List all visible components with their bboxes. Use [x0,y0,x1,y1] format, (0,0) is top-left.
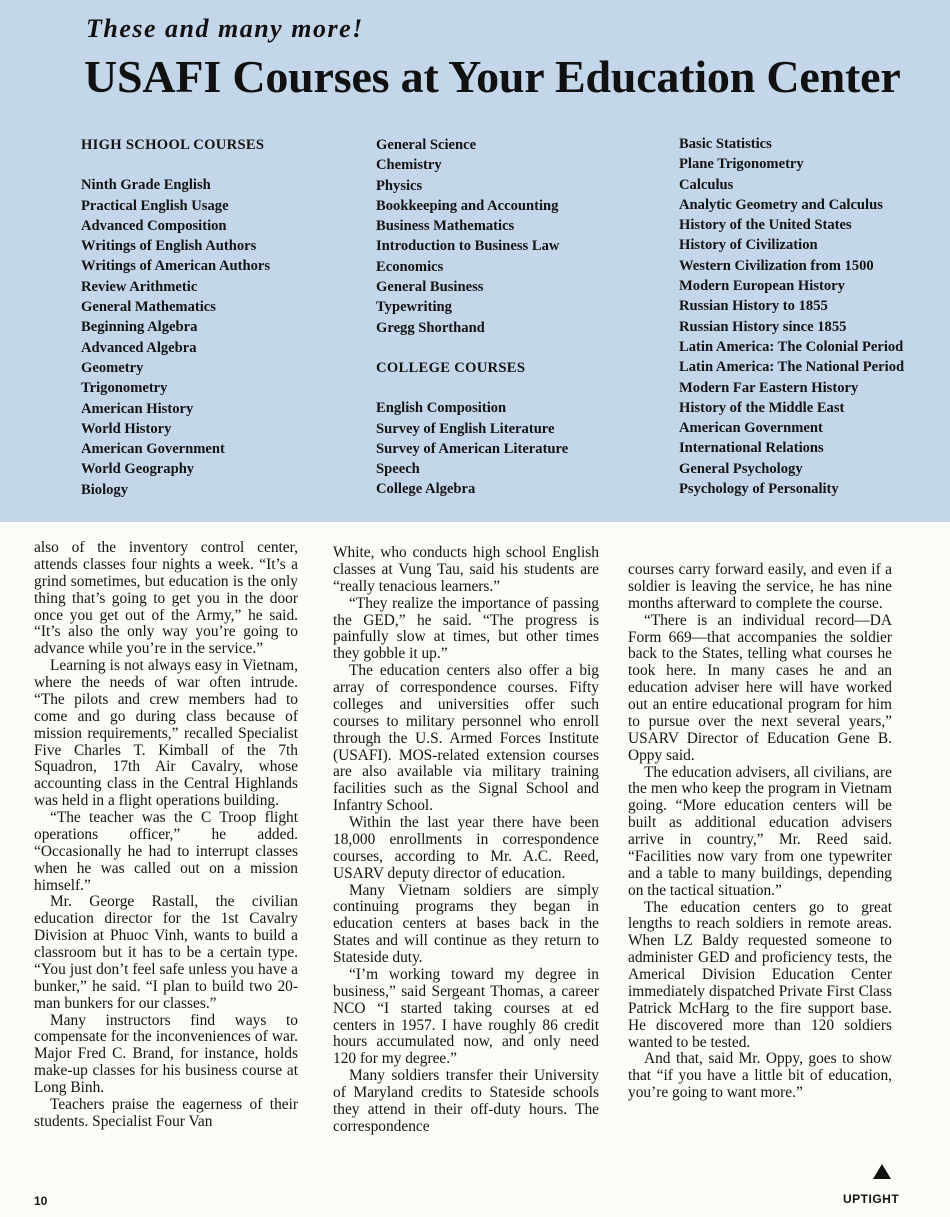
article-paragraph: And that, said Mr. Oppy, goes to show that “if you have a little bit of education, you’re going to want more.” [628,1050,892,1102]
course-item: English Composition [376,400,507,417]
high-school-list-a [81,175,270,500]
course-item: World Geography [81,461,195,478]
course-item: Calculus [679,176,734,193]
course-item: Russian History since 1855 [679,318,847,335]
article-column-2 [333,545,599,1136]
course-column-3 [679,134,904,499]
article-paragraph: White, who conducts high school English classes at Vung Tau, said his students are “really tenacious learners.” [333,544,599,595]
course-item: World History [81,420,172,437]
end-of-article-triangle-icon [873,1164,891,1179]
course-item: Physics [376,177,423,194]
article-paragraph: also of the inventory control center, attends classes four nights a week. “It’s a grind sometimes, but education is the only thing that’s going to get you in the door once you get out of the Army,” he said. “It’s also the only way you’re going to advance while you’re in the service.” [34,539,298,658]
course-item: Latin America: The National Period [679,359,905,376]
article-paragraph: Many Vietnam soldiers are simply continuing programs they began in education centers at bases back in the States and will continue as they return to Stateside duty. [333,881,599,966]
course-item: Trigonometry [81,380,168,397]
course-item: Writings of American Authors [81,258,271,275]
course-item: Analytic Geometry and Calculus [679,196,883,213]
publication-name: UPTIGHT [843,1192,900,1206]
article-paragraph: Many instructors find ways to compensate for the inconveniences of war. Major Fred C. Brand, for instance, holds make-up classes for his business course at Long Binh. [34,1011,298,1096]
course-item: History of the Middle East [679,399,845,416]
article-paragraph: courses carry forward easily, and even if a soldier is leaving the service, he has nine months afterward to complete the course. [628,561,892,612]
article-paragraph: Within the last year there have been 18,000 enrollments in correspondence courses, according to Mr. A.C. Reed, USARV deputy director of education. [333,814,599,882]
article-column-1 [34,540,298,1131]
course-item: History of Civilization [679,237,818,254]
article-paragraph: The education centers go to great lengths to reach soldiers in remote areas. When LZ Baldy requested someone to administer GED and proficiency tests, the Americal Division Education Center immediately dispatched Private First Class Patrick McHarg to the fire support base. He discovered more than 120 soldiers wanted to be tested. [628,898,892,1051]
course-item: Economics [376,258,444,275]
course-item: Speech [376,461,420,478]
high-school-list-b [376,135,568,338]
course-list-panel [0,0,950,522]
course-item: Bookkeeping and Accounting [376,197,559,214]
banner-kicker: These and many more! [86,14,364,43]
college-heading: COLLEGE COURSES [376,359,526,376]
page-number: 10 [34,1194,48,1208]
article-paragraph: The education advisers, all civilians, are the men who keep the program in Vietnam going. “More education centers will be built as additional education advisers arrive in country,” Mr. Reed said. “Facilities now vary from one typewriter and a table to many buildings, depending on the tactical situation.” [628,763,892,899]
course-item: History of the United States [679,217,852,234]
banner-title: USAFI Courses at Your Education Center [84,51,901,102]
course-item: American History [81,400,194,417]
course-item: Gregg Shorthand [376,319,485,336]
course-item: Modern Far Eastern History [679,379,859,396]
course-item: Advanced Algebra [81,339,197,356]
course-item: Ninth Grade English [81,177,211,194]
course-item: Basic Statistics [679,136,772,152]
article-paragraph: Many soldiers transfer their University of Maryland credits to Stateside schools they attend in their off-duty hours. The correspondence [333,1067,599,1135]
course-item: Typewriting [376,299,452,316]
course-item: Russian History to 1855 [679,298,828,315]
course-item: Business Mathematics [376,218,515,235]
article-paragraph: “They realize the importance of passing the GED,” he said. “The progress is painfully slow at times, but other times they gobble it up.” [333,594,599,663]
article-paragraph: “I’m working toward my degree in business,” said Sergeant Thomas, a career NCO “I started taking courses at ed centers in 1957. I have roughly 86 credit hours accumulated now, and only need 120 for my degree.” [333,965,599,1068]
course-item: Geometry [81,359,144,376]
course-item: American Government [81,441,225,458]
article-column-3 [628,562,892,1102]
article-paragraph: Mr. George Rastall, the civilian education director for the 1st Cavalry Division at Phuoc Vinh, wants to build a classroom but it has to be a certain type. “You just don’t feel safe unless you have a bunker,” he said. “I plan to build two 20-man bunkers for our classes.” [34,893,298,1012]
course-item: General Science [376,137,477,153]
course-column-1 [81,135,270,500]
course-item: College Algebra [376,481,476,498]
course-item: International Relations [679,440,824,457]
course-item: Survey of American Literature [376,440,569,457]
course-item: Psychology of Personality [679,481,839,498]
article-paragraph: “There is an individual record—DA Form 669—that accompanies the soldier back to the States, telling what courses he took here. In many cases he and an education adviser here will have worked out an entire educational program for him to pursue over the next several years,” USARV Director of Education Gene B. Oppy said. [628,611,892,764]
course-item: Writings of English Authors [81,238,257,255]
college-list-c [679,134,904,499]
course-item: General Psychology [679,460,803,477]
course-item: American Government [679,420,823,437]
course-item: Plane Trigonometry [679,156,804,173]
course-item: Review Arithmetic [81,278,198,295]
college-list-b [376,398,568,499]
course-item: Biology [81,481,129,498]
article-paragraph: “The teacher was the C Troop flight operations officer,” he added. “Occasionally he had to interrupt classes when he was called out on a mission himself.” [34,809,298,894]
course-item: Modern European History [679,278,845,295]
course-item: Practical English Usage [81,197,229,214]
article-paragraph: Teachers praise the eagerness of their students. Specialist Four Van [34,1095,298,1130]
course-item: Advanced Composition [81,217,227,234]
course-item: Chemistry [376,157,442,174]
course-item: Introduction to Business Law [376,238,560,255]
article-paragraph: The education centers also offer a big array of correspondence courses. Fifty colleges and universities offer such courses to military personnel who enroll through the U.S. Armed Forces Institute (USAFI). MOS-related extension courses are also available via military training facilities such as the Signal School and Infantry School. [333,662,599,815]
course-item: Survey of English Literature [376,420,555,437]
course-item: Beginning Algebra [81,319,198,336]
course-column-2 [376,135,568,500]
course-item: General Business [376,279,484,296]
course-item: General Mathematics [81,299,216,316]
article-paragraph: Learning is not always easy in Vietnam, where the needs of war often intrude. “The pilots and crew members had to come and go during class because of mission requirements,” recalled Specialist Five Charles T. Kimball of the 7th Squadron, 17th Air Cavalry, whose accounting class in the Central Highlands was held in a flight operations building. [34,657,298,810]
course-item: Latin America: The Colonial Period [679,338,904,355]
high-school-heading: HIGH SCHOOL COURSES [81,137,265,153]
course-item: Western Civilization from 1500 [679,257,874,274]
